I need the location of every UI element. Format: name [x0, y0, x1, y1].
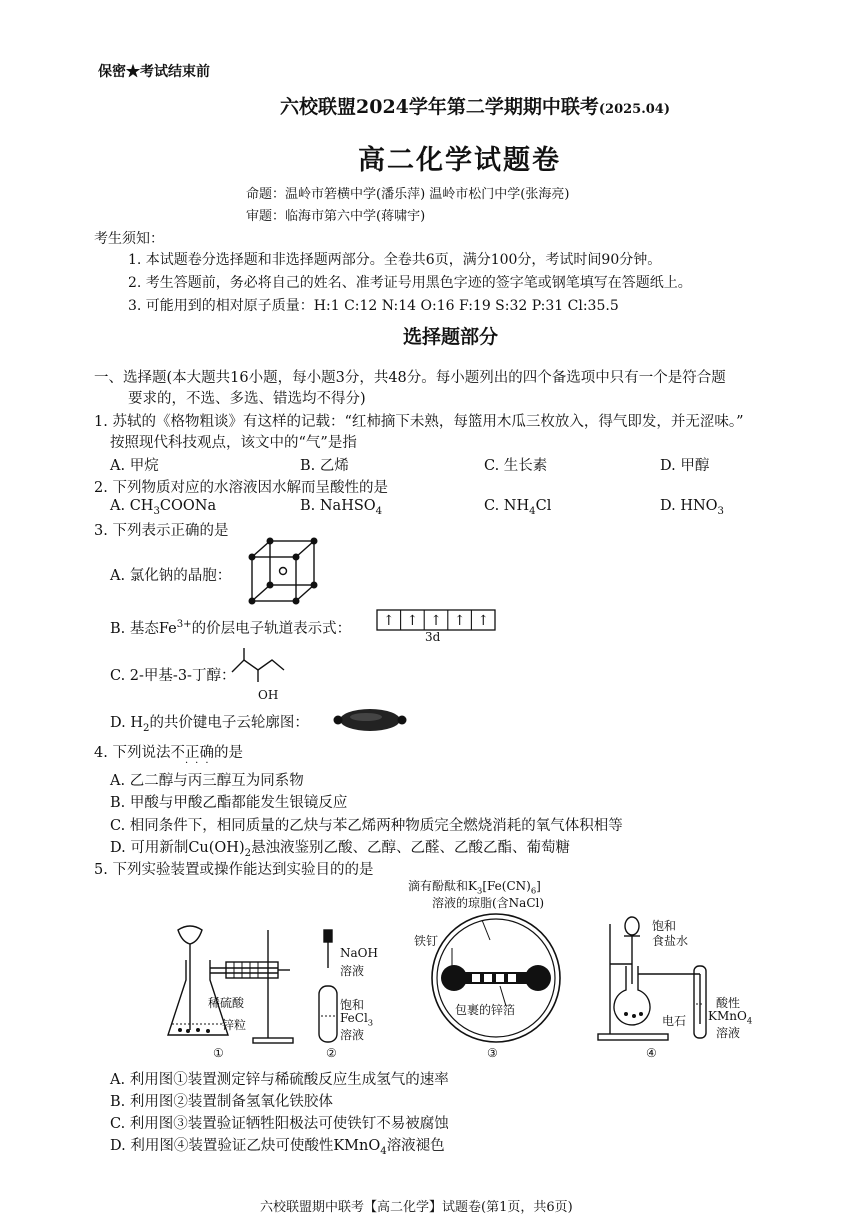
- fig2-number: ②: [326, 1046, 337, 1060]
- fig4-label-solution: 溶液: [716, 1026, 741, 1040]
- fig3-top-pre: 滴有酚酞和K: [408, 879, 477, 893]
- fig3-top-mid: [Fe(CN): [482, 879, 531, 893]
- q3-option-c: C. 2-甲基-3-丁醇：: [110, 668, 236, 684]
- fig4-label-kmno4: [708, 1009, 752, 1025]
- setters-line: 命题：温岭市箬横中学(潘乐萍) 温岭市松门中学(张海亮): [246, 187, 570, 202]
- q4-option-c: C. 相同条件下，相同质量的乙炔与苯乙烯两种物质完全燃烧消耗的氧气体积相等: [110, 818, 623, 834]
- spin-up-arrow-icon: ↑: [477, 613, 490, 629]
- confidential-mark: 保密★考试结束前: [98, 64, 210, 80]
- nacl-unit-cell-figure: [244, 537, 320, 607]
- q2-a-pre: A. CH: [110, 498, 154, 514]
- hydroxyl-label: OH: [258, 688, 279, 702]
- fig3-top-end: ]: [536, 879, 541, 893]
- q1-option-d: D. 甲醇: [660, 458, 710, 474]
- fig4-label-brine: 食盐水: [652, 934, 689, 948]
- orbital-diagram-3d: [376, 608, 496, 632]
- fig4-kmno-sub: 4: [746, 1015, 753, 1026]
- q5-option-b: B. 利用图②装置制备氢氧化铁胶体: [110, 1094, 333, 1110]
- fig2-label-saturated: 饱和: [340, 998, 365, 1012]
- q2-c-sub: 4: [529, 505, 536, 517]
- section-intro: 一、选择题(本大题共16小题，每小题3分，共48分。每小题列出的四个备选项中只有一个是符合题: [94, 370, 726, 386]
- fig3-top-sub2: 6: [530, 885, 537, 896]
- reviewer-line: 审题：临海市第六中学(蒋啸宇): [246, 209, 426, 224]
- q5-stem: 5. 下列实验装置或操作能达到实验目的的是: [94, 862, 374, 878]
- q4-d-sub: 2: [244, 847, 252, 859]
- q4-option-d: [110, 836, 570, 859]
- q5-option-a: A. 利用图①装置测定锌与稀硫酸反应生成氢气的速率: [110, 1072, 449, 1088]
- q2-b-sub: 4: [375, 505, 383, 517]
- skeletal-formula-figure: [228, 646, 288, 686]
- spin-up-arrow-icon: ↑: [453, 613, 466, 629]
- q4-d-post: 悬浊液鉴别乙酸、乙醇、乙醛、乙酸乙酯、葡萄糖: [251, 840, 571, 856]
- fig2-fecl-pre: FeCl: [340, 1011, 368, 1025]
- q4-d-pre: D. 可用新制Cu(OH): [110, 840, 245, 856]
- fig1-number: ①: [213, 1046, 224, 1060]
- q3-option-b: [110, 617, 351, 638]
- q5-option-c: C. 利用图③装置验证牺牲阳极法可使铁钉不易被腐蚀: [110, 1116, 449, 1132]
- fig2-fecl-sub: 3: [367, 1017, 374, 1028]
- q3-d-pre: D. H: [110, 715, 143, 731]
- notice-item: 1. 本试题卷分选择题和非选择题两部分。全卷共6页，满分100分，考试时间90分钟。: [128, 252, 662, 268]
- q3-option-a: A. 氯化钠的晶胞：: [110, 568, 232, 584]
- spin-up-arrow-icon: ↑: [382, 613, 395, 629]
- q1-option-c: C. 生长素: [484, 458, 548, 474]
- q1-option-b: B. 乙烯: [300, 458, 349, 474]
- fig3-label-top1: [408, 877, 541, 895]
- fig2-label-solution: 溶液: [340, 964, 365, 978]
- q2-c-pre: C. NH: [484, 498, 530, 514]
- emphasis-dots: ···: [185, 758, 216, 769]
- q4-option-b: B. 甲酸与甲酸乙酯都能发生银镜反应: [110, 795, 348, 811]
- q5-d-pre: D. 利用图④装置验证乙炔可使酸性KMnO: [110, 1138, 381, 1154]
- electron-cloud-figure: [330, 707, 410, 733]
- notice-item: 2. 考生答题前，务必将自己的姓名、准考证号用黑色字迹的签字笔或钢笔填写在答题纸上。: [128, 275, 692, 291]
- q2-a-post: COONa: [159, 498, 217, 514]
- q4-option-a: A. 乙二醇与丙三醇互为同系物: [110, 773, 304, 789]
- fig3-label-top2: 溶液的琼脂(含NaCl): [432, 896, 545, 910]
- q5-d-sub: 4: [380, 1145, 387, 1157]
- fig1-label-acid: 稀硫酸: [208, 996, 245, 1010]
- q1-stem-cont: 按照现代科技观点，该文中的“气”是指: [110, 435, 357, 451]
- q3-b-pre: B. 基态Fe: [110, 621, 177, 637]
- q2-c-post: Cl: [535, 498, 552, 514]
- q1-option-a: A. 甲烷: [110, 458, 159, 474]
- fig1-label-zinc: 锌粒: [222, 1018, 247, 1032]
- fig4-label-carbide: 电石: [662, 1014, 687, 1028]
- q5-d-post: 溶液褪色: [386, 1138, 445, 1154]
- q3-b-sup: 3+: [176, 619, 192, 631]
- fig4-number: ④: [646, 1046, 657, 1060]
- spin-up-arrow-icon: ↑: [406, 613, 419, 629]
- q2-option-b: [300, 498, 382, 517]
- spin-up-arrow-icon: ↑: [430, 613, 442, 629]
- fig2-label-fecl3: [340, 1011, 373, 1027]
- page-footer: 六校联盟期中联考【高二化学】试题卷(第1页，共6页): [260, 1200, 573, 1215]
- q2-a-sub: 3: [153, 505, 160, 517]
- fig3-label-nail: 铁钉: [414, 934, 439, 948]
- q2-b-pre: B. NaHSO: [300, 498, 376, 514]
- q2-d-pre: D. HNO: [660, 498, 718, 514]
- notice-item: 3. 可能用到的相对原子质量：H:1 C:12 N:14 O:16 F:19 S:32 P:31 Cl:35.5: [128, 298, 619, 314]
- q3-option-d: [110, 711, 309, 734]
- q2-option-d: [660, 498, 724, 517]
- fig4-kmno-pre: KMnO: [708, 1009, 747, 1023]
- fig2-label-naoh: NaOH: [340, 946, 378, 960]
- fig3-number: ③: [487, 1046, 498, 1060]
- q2-d-sub: 3: [717, 505, 724, 517]
- fig2-label-solution2: 溶液: [340, 1028, 365, 1042]
- exam-title: [280, 92, 670, 119]
- q3-d-post: 的共价键电子云轮廓图：: [149, 715, 309, 731]
- q2-option-c: [484, 498, 551, 517]
- q3-stem: 3. 下列表示正确的是: [94, 523, 229, 539]
- q3-b-post: 的价层电子轨道表示式：: [191, 621, 352, 637]
- section-title: 选择题部分: [403, 326, 499, 348]
- exam-date: (2025.04): [598, 102, 670, 117]
- exam-title-text: 六校联盟2024学年第二学期期中联考: [280, 96, 599, 118]
- notice-heading: 考生须知：: [94, 231, 164, 247]
- fig3-top-sub1: 3: [476, 885, 483, 896]
- q3-d-sub: 2: [142, 722, 150, 734]
- paper-title: 高二化学试题卷: [358, 145, 561, 176]
- q2-option-a: [110, 498, 216, 517]
- fig4-label-acidic: 酸性: [716, 996, 741, 1010]
- apparatus-figure-3: [428, 910, 564, 1046]
- q1-stem: 1. 苏轼的《格物粗谈》有这样的记载：“红柿摘下未熟，每篮用木瓜三枚放入，得气即发，并无涩味。”: [94, 414, 744, 430]
- q5-option-d: [110, 1134, 445, 1157]
- q4-stem: 4. 下列说法不正确的是: [94, 745, 243, 761]
- orbital-label: 3d: [425, 630, 441, 644]
- fig4-label-saturated: 饱和: [652, 919, 677, 933]
- q2-stem: 2. 下列物质对应的水溶液因水解而呈酸性的是: [94, 480, 388, 496]
- section-intro-cont: 要求的，不选、多选、错选均不得分): [128, 391, 366, 407]
- fig3-label-zincfoil: 包裹的锌箔: [455, 1003, 516, 1017]
